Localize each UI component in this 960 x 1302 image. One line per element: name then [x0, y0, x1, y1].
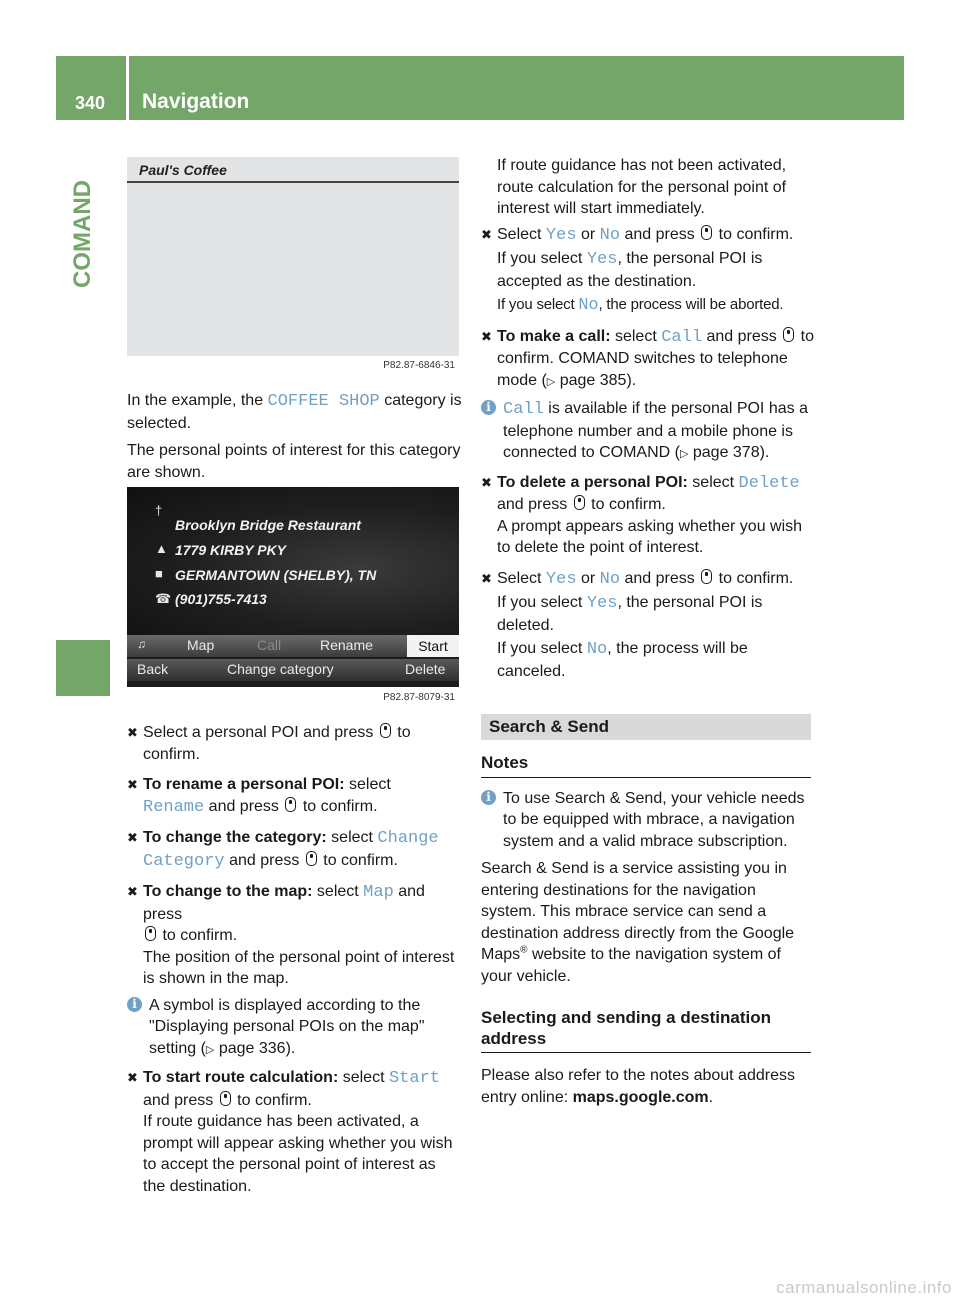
notes-heading: Notes	[481, 753, 529, 772]
right-column-search-send	[481, 752, 815, 1108]
figure-caption-bar	[127, 687, 459, 709]
phone-icon: ☎	[155, 591, 172, 606]
subheading: Selecting and sending a destination address	[481, 1008, 771, 1048]
controller-knob-icon	[574, 495, 585, 510]
controller-knob-icon	[285, 797, 296, 812]
figure-title: Paul's Coffee	[139, 162, 227, 178]
figure-caption: P82.87-6846-31	[383, 360, 455, 371]
section-title: Search & Send	[489, 717, 609, 736]
controller-knob-icon	[701, 569, 712, 584]
menu-back: Back	[137, 661, 169, 677]
menu-bar-bottom	[127, 659, 459, 681]
code-start: Start	[388, 1069, 440, 1088]
figure-caption-bar	[127, 356, 459, 377]
figure-caption: P82.87-8079-31	[383, 692, 455, 703]
left-column-intro	[127, 390, 462, 483]
step-make-call: ✖ To make a call: select Call and press to confirm. COMAND switches to telephone mode (▷ page 385).	[481, 327, 814, 389]
watermark: carmanualsonline.info	[776, 1278, 952, 1297]
info-icon: i	[127, 997, 142, 1012]
page-ref-arrow-icon: ▷	[546, 375, 556, 388]
menu-rename: Rename	[320, 637, 373, 653]
controller-knob-icon	[783, 327, 794, 342]
figure-title-rule	[127, 181, 459, 183]
code-map: Map	[363, 883, 394, 902]
poi-name: Brooklyn Bridge Restaurant	[175, 517, 361, 533]
heading-rule	[481, 777, 811, 778]
step-rename: ✖ To rename a personal POI: select Rename and press to confirm.	[127, 776, 391, 817]
paragraph: In the example, the COFFEE SHOP category is selected.	[127, 392, 462, 432]
code-change: Change	[377, 829, 439, 848]
code-call: Call	[661, 327, 703, 347]
code-category: Category	[143, 851, 225, 871]
step-confirm-delete: ✖ Select Yes or No and press to confirm. If you select Yes, the personal POI is deleted. If you select No, the process will be canceled.	[481, 569, 794, 680]
poi-city: GERMANTOWN (SHELBY), TN	[175, 567, 377, 583]
restaurant-icon: †	[155, 503, 163, 518]
info-note-symbol: i A symbol is displayed according to the "Displaying personal POIs on the map" setting (▷ page 336).	[127, 995, 462, 1062]
controller-knob-icon	[701, 225, 712, 240]
step-change-category: ✖ To change the category: select Change Category and press to confirm.	[127, 829, 439, 871]
paragraph: Search & Send is a service assisting you in entering destinations for the navigation system. This mbrace service can send a destination address directly from the Google Maps® website to the navigation system of your vehicle.	[481, 860, 795, 985]
page-header	[56, 56, 904, 120]
city-icon: ■	[155, 566, 163, 581]
page-ref-arrow-icon: ▷	[679, 448, 689, 460]
code-rename: Rename	[143, 797, 205, 817]
menu-call: Call	[257, 637, 282, 653]
right-column	[481, 155, 815, 682]
page-title: Navigation	[142, 90, 250, 113]
code-coffee-shop: COFFEE SHOP	[267, 392, 380, 411]
page-ref-arrow-icon: ▷	[205, 1043, 215, 1056]
step-start-route: ✖ To start route calculation: select Start and press to confirm. If route guidance has been activated, a prompt will appear asking whether you wish to accept the personal point of interest as the destination.	[127, 1069, 453, 1195]
menu-bar-top	[127, 635, 459, 657]
menu-start: Start	[407, 635, 459, 657]
menu-map: Map	[187, 637, 215, 653]
code-delete: Delete	[738, 473, 800, 493]
side-tab-block	[56, 640, 110, 696]
controller-knob-icon	[145, 926, 156, 941]
voice-icon: ♫	[137, 637, 146, 651]
info-note-mbrace: i To use Search & Send, your vehicle needs to be equipped with mbrace, a navigation system and a valid mbrace subscription.	[481, 788, 815, 853]
step-change-map: ✖ To change to the map: select Map and press to confirm. The position of the personal point of interest is shown in the map.	[127, 883, 455, 987]
page-number: 340	[74, 93, 106, 113]
controller-knob-icon	[220, 1091, 231, 1106]
step-select-poi: ✖ Select a personal POI and press to confirm.	[127, 724, 411, 763]
paragraph: The personal points of interest for this category are shown.	[127, 442, 461, 481]
location-arrow-icon: ▲	[155, 541, 168, 556]
menu-change-category: Change category	[227, 661, 334, 677]
screen-figure-poi-detail	[127, 487, 459, 709]
info-icon: i	[481, 400, 496, 415]
info-icon: i	[481, 790, 496, 805]
heading-rule	[481, 1052, 811, 1053]
poi-street: 1779 KIRBY PKY	[175, 542, 287, 558]
paragraph: If route guidance has not been activated, route calculation for the personal point of interest will start immediately.	[497, 157, 787, 217]
left-column-steps	[127, 722, 462, 1197]
info-note-call: i Call is available if the personal POI has a telephone number and a mobile phone is connected to COMAND (▷ page 378).	[481, 398, 815, 466]
paragraph: Please also refer to the notes about address entry online: maps.google.com.	[481, 1067, 795, 1106]
step-select-yes-no: ✖ Select Yes or No and press to confirm. If you select Yes, the personal POI is accepted as the destination. If you select No, the process will be aborted.	[481, 225, 794, 315]
side-tab-label: COMAND	[69, 180, 96, 288]
step-delete-poi: ✖ To delete a personal POI: select Delete and press to confirm. A prompt appears asking whether you wish to delete the point of interest.	[481, 473, 803, 556]
controller-knob-icon	[306, 851, 317, 866]
code-call: Call	[503, 400, 544, 419]
menu-delete: Delete	[405, 661, 446, 677]
poi-phone: (901)755-7413	[175, 591, 267, 607]
controller-knob-icon	[380, 723, 391, 738]
screen-figure-poi-list	[127, 157, 459, 377]
header-divider	[126, 56, 129, 120]
section-band	[481, 714, 811, 740]
